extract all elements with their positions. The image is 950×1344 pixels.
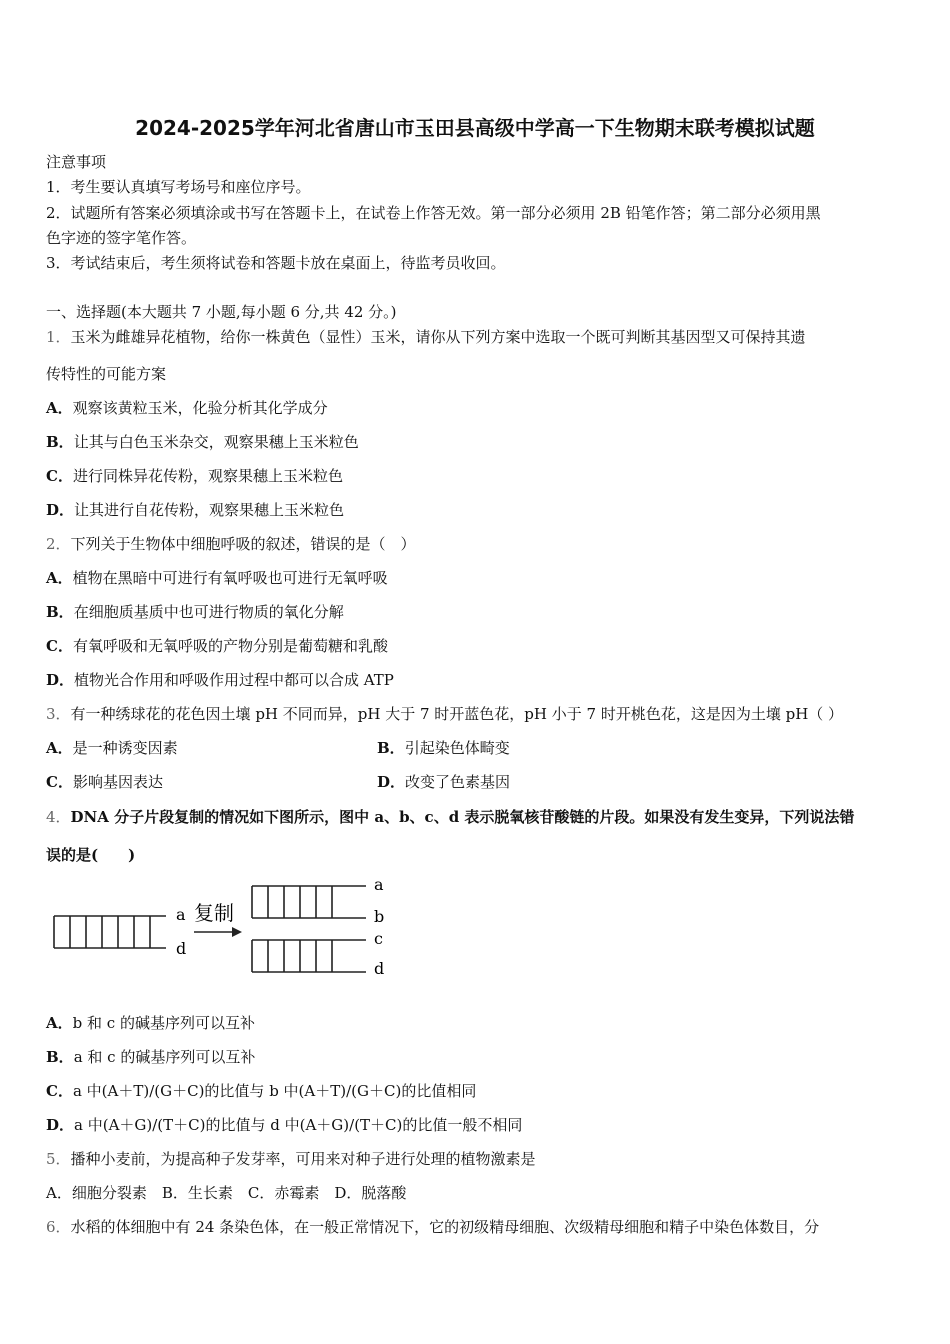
question-text: 播种小麦前，为提高种子发芽率，可用来对种子进行处理的植物激素是 xyxy=(70,1150,536,1168)
option-letter: A． xyxy=(46,399,73,417)
question-1-option-d xyxy=(46,500,344,520)
option-letter: D． xyxy=(377,773,406,791)
option-letter: B． xyxy=(377,739,405,757)
option-letter: A． xyxy=(46,739,73,757)
question-3-option-b xyxy=(377,738,510,758)
question-number: 3． xyxy=(46,705,71,723)
question-4-option-b xyxy=(46,1047,255,1067)
daughter-dna-ladder-bottom xyxy=(252,940,366,972)
option-text: 引起染色体畸变 xyxy=(404,739,510,757)
option-text: 植物光合作用和呼吸作用过程中都可以合成 ATP xyxy=(74,671,394,689)
question-1-option-b xyxy=(46,432,359,452)
replication-arrow xyxy=(194,927,242,937)
dna-replication-figure xyxy=(46,872,396,982)
question-1-stem xyxy=(46,327,806,347)
option-text: 让其进行自花传粉，观察果穗上玉米粒色 xyxy=(74,501,345,519)
question-1-stem-cont: 传特性的可能方案 xyxy=(46,365,167,383)
question-number: 1． xyxy=(46,328,71,346)
option-text: 观察该黄粒玉米，化验分析其化学成分 xyxy=(72,399,328,417)
option-text: 植物在黑暗中可进行有氧呼吸也可进行无氧呼吸 xyxy=(72,569,388,587)
question-text: 水稻的体细胞中有 24 条染色体，在一般正常情况下，它的初级精母细胞、次级精母细胞和精子中染色体数目，分 xyxy=(70,1218,820,1236)
question-3-stem xyxy=(46,704,843,724)
question-5-options: A．细胞分裂素 B．生长素 C．赤霉素 D．脱落酸 xyxy=(46,1184,407,1202)
option-letter: D． xyxy=(46,1116,75,1134)
option-text: a 中(A＋G)/(T＋C)的比值与 d 中(A＋G)/(T＋C)的比值一般不相同 xyxy=(74,1116,523,1134)
option-letter: D． xyxy=(46,671,75,689)
notice-item: 1．考生要认真填写考场号和座位序号。 xyxy=(46,178,311,196)
question-2-option-c xyxy=(46,636,388,656)
option-text: 是一种诱变因素 xyxy=(72,739,178,757)
question-number: 5． xyxy=(46,1150,71,1168)
option-text: 有氧呼吸和无氧呼吸的产物分别是葡萄糖和乳酸 xyxy=(72,637,388,655)
question-number: 6． xyxy=(46,1218,71,1236)
option-letter: C． xyxy=(46,773,73,791)
question-2-stem xyxy=(46,534,416,554)
question-text: 下列关于生物体中细胞呼吸的叙述，错误的是（ ） xyxy=(70,535,416,553)
strand-label-a-right: a xyxy=(374,875,384,894)
option-letter: B． xyxy=(46,1048,74,1066)
strand-label-a-left: a xyxy=(176,905,186,924)
section-heading: 一、选择题(本大题共 7 小题,每小题 6 分,共 42 分。) xyxy=(46,303,397,321)
question-1-option-c xyxy=(46,466,343,486)
page-title: 2024-2025学年河北省唐山市玉田县高级中学高一下生物期末联考模拟试题 xyxy=(135,116,815,140)
question-4-stem-cont: 误的是( ) xyxy=(46,846,136,864)
option-letter: B． xyxy=(46,603,74,621)
question-2-option-d xyxy=(46,670,394,690)
question-3-option-d xyxy=(377,772,510,792)
strand-label-d-right: d xyxy=(374,959,385,978)
option-letter: B． xyxy=(46,433,74,451)
option-text: 进行同株异花传粉，观察果穗上玉米粒色 xyxy=(72,467,343,485)
question-number: 2． xyxy=(46,535,71,553)
question-4-option-a xyxy=(46,1013,255,1033)
question-text: 玉米为雌雄异花植物，给你一株黄色（显性）玉米，请你从下列方案中选取一个既可判断其基因型又可保持其遗 xyxy=(70,328,806,346)
question-text: DNA 分子片段复制的情况如下图所示，图中 a、b、c、d 表示脱氧核苷酸链的片段。如果没有发生变异，下列说法错 xyxy=(70,808,855,826)
option-text: b 和 c 的碱基序列可以互补 xyxy=(72,1014,255,1032)
option-text: 改变了色素基因 xyxy=(405,773,511,791)
question-5-stem xyxy=(46,1149,536,1169)
strand-label-c-right: c xyxy=(374,929,383,948)
question-6-stem xyxy=(46,1217,819,1237)
strand-label-d-left: d xyxy=(176,939,187,958)
question-4-stem xyxy=(46,807,854,827)
option-text: 让其与白色玉米杂交，观察果穗上玉米粒色 xyxy=(73,433,359,451)
question-3-option-a xyxy=(46,738,178,758)
option-letter: C． xyxy=(46,637,73,655)
option-letter: C． xyxy=(46,467,73,485)
daughter-dna-ladder-top xyxy=(252,886,366,918)
notice-item: 色字迹的签字笔作答。 xyxy=(46,229,197,247)
option-letter: D． xyxy=(46,501,75,519)
question-1-option-a xyxy=(46,398,328,418)
question-2-option-b xyxy=(46,602,344,622)
notice-item: 3．考试结束后，考生须将试卷和答题卡放在桌面上，待监考员收回。 xyxy=(46,254,506,272)
question-2-option-a xyxy=(46,568,388,588)
question-text: 有一种绣球花的花色因土壤 pH 不同而异，pH 大于 7 时开蓝色花，pH 小于 7 时开桃色花，这是因为土壤 pH（ ） xyxy=(70,705,844,723)
question-number: 4． xyxy=(46,808,71,826)
strand-label-b-right: b xyxy=(374,907,385,926)
option-text: 影响基因表达 xyxy=(72,773,163,791)
question-4-option-d xyxy=(46,1115,522,1135)
notice-heading: 注意事项 xyxy=(46,153,107,171)
option-text: 在细胞质基质中也可进行物质的氧化分解 xyxy=(73,603,344,621)
option-letter: C． xyxy=(46,1082,73,1100)
question-3-option-c xyxy=(46,772,163,792)
option-text: a 中(A＋T)/(G＋C)的比值与 b 中(A＋T)/(G＋C)的比值相同 xyxy=(72,1082,477,1100)
question-4-option-c xyxy=(46,1081,476,1101)
option-text: a 和 c 的碱基序列可以互补 xyxy=(73,1048,256,1066)
option-letter: A． xyxy=(46,569,73,587)
arrow-label: 复制 xyxy=(194,901,234,925)
parent-dna-ladder xyxy=(54,916,166,948)
option-letter: A． xyxy=(46,1014,73,1032)
notice-item: 2．试题所有答案必须填涂或书写在答题卡上，在试卷上作答无效。第一部分必须用 2B 铅笔作答；第二部分必须用黑 xyxy=(46,204,821,222)
